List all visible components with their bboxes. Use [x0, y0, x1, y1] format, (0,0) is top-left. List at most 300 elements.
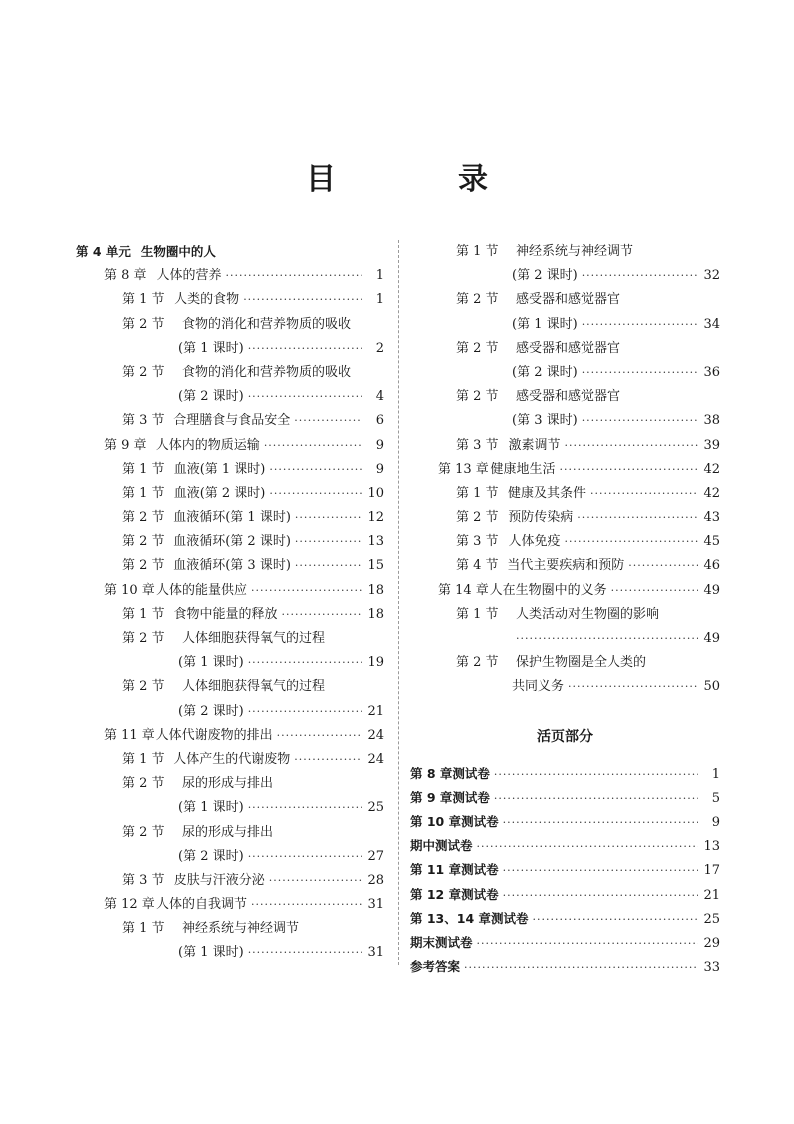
- entry-number: 第 9 章: [104, 437, 147, 453]
- entry-number: 第 3 节: [122, 872, 165, 888]
- entry-number: 第 1 节: [122, 485, 165, 501]
- toc-entry-content: [122, 361, 384, 385]
- toc-entry-content: [512, 675, 720, 699]
- toc-entry: [76, 700, 384, 724]
- page-number: 1: [375, 268, 384, 284]
- leader-dots: [582, 313, 698, 337]
- toc-entry: [76, 893, 384, 917]
- toc-entry-content: [178, 385, 384, 409]
- page-number: 21: [703, 887, 720, 903]
- leader-dots: [533, 908, 699, 932]
- toc-entry-content: [178, 337, 384, 361]
- toc-entry: [76, 724, 384, 748]
- toc-entry: [410, 240, 720, 264]
- toc-entry-content: [122, 627, 384, 651]
- entry-number: 第 2 节: [456, 389, 499, 405]
- toc-entry-content: [410, 883, 720, 908]
- toc-entry-content: [456, 651, 720, 675]
- leader-dots: [277, 724, 362, 748]
- entry-title: (第 2 课时): [512, 364, 578, 380]
- toc-entry: [76, 361, 384, 385]
- page-number: 9: [711, 814, 720, 830]
- toc-entry: [410, 264, 720, 288]
- entry-number: 第 2 节: [122, 364, 165, 380]
- toc-entry-content: [122, 869, 384, 893]
- toc-entry-content: [410, 810, 720, 835]
- entry-number: 第 2 节: [456, 340, 499, 356]
- toc-entry-content: [410, 858, 720, 883]
- page-number: 46: [703, 558, 720, 574]
- page-number: 17: [703, 863, 720, 879]
- toc-entry: [76, 458, 384, 482]
- leader-dots: [269, 458, 362, 482]
- entry-title: 期中测试卷: [410, 838, 473, 854]
- toc-entry-content: [122, 603, 384, 627]
- toc-entry: [76, 409, 384, 433]
- toc-entry-content: [122, 530, 384, 554]
- entry-title: (第 2 课时): [512, 268, 578, 284]
- toc-entry: [76, 603, 384, 627]
- toc-entry: [76, 627, 384, 651]
- leader-dots: [564, 434, 698, 458]
- entry-title: 血液(第 2 课时): [173, 485, 266, 501]
- toc-entry: [410, 434, 720, 458]
- leader-dots: [251, 579, 362, 603]
- leader-dots: [243, 288, 362, 312]
- entry-title: 食物中能量的释放: [173, 606, 278, 622]
- entry-title: 人体细胞获得氧气的过程: [182, 631, 326, 646]
- toc-entry-content: [512, 264, 720, 288]
- entry-title: 第 9 章测试卷: [410, 789, 490, 805]
- entry-title: 皮肤与汗液分泌: [173, 872, 265, 888]
- toc-entry-content: [178, 941, 384, 965]
- toc-entry: [410, 554, 720, 578]
- toc-entry: [410, 907, 720, 931]
- entry-title: (第 1 课时): [512, 316, 578, 332]
- toc-entry-content: [122, 409, 384, 433]
- toc-entry: [76, 796, 384, 820]
- entry-number: 第 1 节: [122, 606, 165, 622]
- page-number: 9: [375, 437, 384, 453]
- entry-title: 感受器和感觉器官: [516, 340, 621, 356]
- toc-entry: [76, 288, 384, 312]
- toc-entry-content: [122, 748, 384, 772]
- leader-dots: [582, 264, 698, 288]
- entry-number: 第 2 节: [456, 510, 499, 526]
- page-number: 18: [367, 606, 384, 622]
- toc-entry: [76, 748, 384, 772]
- entry-number: 第 3 节: [122, 413, 165, 429]
- toc-entry-content: [122, 675, 384, 699]
- page-number: 36: [703, 364, 720, 380]
- entry-number: 第 11 章: [104, 727, 155, 743]
- loose-section-list: [410, 762, 720, 980]
- entry-title: 共同义务: [512, 679, 565, 695]
- toc-entry-content: [104, 579, 384, 603]
- leader-dots: [464, 956, 698, 980]
- entry-number: 第 2 节: [122, 510, 165, 526]
- toc-right-column: [410, 240, 720, 979]
- toc-entry-content: [104, 893, 384, 917]
- toc-entry: [410, 651, 720, 675]
- toc-entry-content: [122, 458, 384, 482]
- toc-entry: [76, 385, 384, 409]
- entry-number: 第 2 节: [122, 776, 165, 792]
- entry-title: 生物圈中的人: [140, 244, 216, 259]
- leader-dots: [503, 811, 698, 835]
- entry-number: 第 1 节: [122, 921, 165, 937]
- spacer: [410, 700, 720, 712]
- leader-dots: [477, 835, 698, 859]
- toc-entry-content: [104, 264, 384, 288]
- toc-entry: [76, 482, 384, 506]
- toc-entry-content: [410, 834, 720, 859]
- entry-title: 健康及其条件: [507, 485, 586, 501]
- entry-title: 食物的消化和营养物质的吸收: [182, 316, 352, 332]
- entry-title: 人体细胞获得氧气的过程: [182, 679, 326, 695]
- toc-entry-content: [410, 907, 720, 932]
- entry-number: 第 1 节: [122, 461, 165, 477]
- entry-title: 人体的能量供应: [156, 582, 248, 598]
- toc-entry-content: [456, 603, 720, 627]
- toc-entry: [410, 409, 720, 433]
- toc-entry-content: [456, 337, 720, 361]
- page-number: 1: [711, 766, 720, 782]
- leader-dots: [248, 651, 362, 675]
- leader-dots: [294, 748, 362, 772]
- toc-entry: [410, 786, 720, 810]
- entry-title: (第 2 课时): [178, 703, 244, 719]
- leader-dots: [248, 845, 362, 869]
- leader-dots: [281, 603, 362, 627]
- toc-entry: [410, 288, 720, 312]
- entry-title: 人体的营养: [156, 268, 222, 284]
- entry-number: 第 4 节: [456, 558, 499, 574]
- entry-number: 第 8 章: [104, 268, 147, 284]
- toc-entry-content: [410, 955, 720, 980]
- entry-number: 第 3 节: [456, 437, 499, 453]
- toc-entry: [76, 240, 384, 264]
- leader-dots: [628, 554, 698, 578]
- page-number: 6: [375, 413, 384, 429]
- entry-number: 第 4 单元: [76, 244, 131, 259]
- leader-dots: [269, 482, 362, 506]
- entry-title: 人体产生的代谢废物: [173, 751, 291, 767]
- column-divider: [398, 240, 399, 965]
- page-number: 12: [367, 510, 384, 526]
- entry-number: 第 2 节: [122, 824, 165, 840]
- entry-number: 第 14 章: [438, 582, 489, 598]
- toc-entry: [410, 337, 720, 361]
- toc-entry: [410, 675, 720, 699]
- entry-number: 第 2 节: [122, 679, 165, 695]
- entry-title: 人体的自我调节: [156, 897, 248, 913]
- toc-entry-content: [178, 700, 384, 724]
- toc-entry-content: [410, 786, 720, 811]
- entry-title: 第 12 章测试卷: [410, 886, 499, 902]
- page-number: 15: [367, 558, 384, 574]
- entry-number: 第 1 节: [456, 606, 499, 622]
- toc-entry: [410, 482, 720, 506]
- toc-entry-content: [512, 409, 720, 433]
- entry-title: (第 2 课时): [178, 389, 244, 405]
- page-number: 13: [367, 534, 384, 550]
- leader-dots: [226, 264, 363, 288]
- page-number: 25: [703, 911, 720, 927]
- loose-section-heading: 活页部分: [537, 728, 593, 745]
- page-number: 32: [703, 268, 720, 284]
- entry-title: (第 2 课时): [178, 848, 244, 864]
- leader-dots: [264, 434, 362, 458]
- leader-dots: [295, 506, 362, 530]
- page-number: 28: [367, 872, 384, 888]
- toc-entry-content: [456, 240, 720, 264]
- leader-dots: [248, 941, 362, 965]
- toc-entry: [76, 264, 384, 288]
- entry-title: 健康地生活: [490, 461, 556, 477]
- page-number: 31: [367, 897, 384, 913]
- page-number: 31: [367, 945, 384, 961]
- entry-title: 激素调节: [508, 437, 561, 453]
- leader-dots: [494, 763, 698, 787]
- leader-dots: [582, 361, 698, 385]
- toc-entry: [410, 810, 720, 834]
- entry-number: 第 2 节: [456, 292, 499, 308]
- toc-entry: [76, 675, 384, 699]
- entry-title: (第 1 课时): [178, 655, 244, 671]
- page-number: 38: [703, 413, 720, 429]
- entry-title: 尿的形成与排出: [182, 776, 274, 792]
- toc-entry: [76, 434, 384, 458]
- toc-entry: [410, 385, 720, 409]
- toc-entry-content: [512, 313, 720, 337]
- toc-entry-content: [512, 361, 720, 385]
- leader-dots: [568, 675, 698, 699]
- entry-title: (第 3 课时): [512, 413, 578, 429]
- entry-number: 第 2 节: [122, 558, 165, 574]
- toc-entry-content: [122, 554, 384, 578]
- leader-dots: [590, 482, 698, 506]
- toc-entry: [410, 530, 720, 554]
- page-number: 24: [367, 751, 384, 767]
- toc-entry-content: [410, 931, 720, 956]
- page-number: 13: [703, 839, 720, 855]
- toc-entry-content: [122, 482, 384, 506]
- page-number: 45: [703, 534, 720, 550]
- entry-title: 人类活动对生物圈的影响: [516, 606, 660, 622]
- toc-entry: [410, 458, 720, 482]
- toc-entry: [410, 883, 720, 907]
- leader-dots: [295, 554, 362, 578]
- entry-title: 神经系统与神经调节: [516, 244, 634, 259]
- toc-entry-content: [410, 762, 720, 787]
- entry-number: 第 1 节: [456, 244, 499, 259]
- page-number: 24: [367, 727, 384, 743]
- toc-entry-content: [178, 796, 384, 820]
- entry-title: 第 13、14 章测试卷: [410, 910, 529, 926]
- page-number: 42: [703, 485, 720, 501]
- toc-right-entries: [410, 240, 720, 700]
- page-number: 43: [703, 510, 720, 526]
- page-number: 27: [367, 848, 384, 864]
- leader-dots: [582, 409, 698, 433]
- toc-entry: [410, 627, 720, 651]
- entry-title: 人类的食物: [174, 292, 240, 308]
- toc-entry: [76, 530, 384, 554]
- entry-title: 血液循环(第 3 课时): [173, 558, 291, 574]
- toc-entry: [410, 313, 720, 337]
- page-number: 19: [367, 655, 384, 671]
- toc-entry: [410, 361, 720, 385]
- entry-title: 尿的形成与排出: [182, 824, 274, 840]
- entry-title: 合理膳食与食品安全: [173, 413, 291, 429]
- toc-entry: [76, 869, 384, 893]
- toc-entry-content: [104, 724, 384, 748]
- page-number: 49: [703, 582, 720, 598]
- toc-entry-content: [104, 434, 384, 458]
- toc-entry-content: [456, 530, 720, 554]
- leader-dots: [503, 884, 698, 908]
- page-title: 目 录: [306, 162, 534, 197]
- entry-title: (第 1 课时): [178, 340, 244, 356]
- page-number: 5: [711, 790, 720, 806]
- toc-entry: [76, 772, 384, 796]
- toc-entry: [76, 917, 384, 941]
- toc-entry-content: [178, 651, 384, 675]
- page-number: 21: [367, 703, 384, 719]
- toc-entry-content: [438, 579, 720, 603]
- toc-entry: [76, 845, 384, 869]
- leader-dots: [611, 579, 698, 603]
- leader-dots: [269, 869, 362, 893]
- toc-entry-content: [122, 506, 384, 530]
- entry-title: 第 11 章测试卷: [410, 862, 499, 878]
- leader-dots: [564, 530, 698, 554]
- page-number: 1: [375, 292, 384, 308]
- page-number: 33: [703, 960, 720, 976]
- entry-number: 第 1 节: [456, 485, 499, 501]
- toc-entry: [410, 603, 720, 627]
- entry-number: 第 2 节: [122, 534, 165, 550]
- toc-entry: [410, 858, 720, 882]
- entry-title: (第 1 课时): [178, 945, 244, 961]
- toc-entry-content: [178, 845, 384, 869]
- toc-entry: [410, 834, 720, 858]
- entry-title: 当代主要疾病和预防: [507, 558, 625, 574]
- page-number: 2: [375, 340, 384, 356]
- leader-dots: [560, 458, 698, 482]
- entry-number: 第 12 章: [104, 897, 155, 913]
- toc-entry-content: [122, 313, 384, 337]
- toc-entry: [410, 931, 720, 955]
- toc-entry: [410, 579, 720, 603]
- entry-number: 第 2 节: [122, 316, 165, 332]
- entry-title: 参考答案: [410, 959, 461, 975]
- toc-entry-content: [456, 506, 720, 530]
- entry-title: 感受器和感觉器官: [516, 292, 621, 308]
- toc-entry-content: [122, 288, 384, 312]
- entry-title: 食物的消化和营养物质的吸收: [182, 364, 352, 380]
- entry-title: 血液循环(第 2 课时): [173, 534, 291, 550]
- leader-dots: [294, 409, 362, 433]
- page-number: 34: [703, 316, 720, 332]
- toc-entry: [76, 554, 384, 578]
- page-number: 9: [375, 461, 384, 477]
- toc-entry: [76, 579, 384, 603]
- entry-title: 保护生物圈是全人类的: [516, 655, 647, 671]
- entry-title: 第 10 章测试卷: [410, 813, 499, 829]
- toc-entry: [76, 941, 384, 965]
- entry-title: 人体代谢废物的排出: [155, 727, 273, 743]
- toc-entry-content: [456, 554, 720, 578]
- leader-dots: [295, 530, 362, 554]
- toc-entry-content: [438, 458, 720, 482]
- toc-entry-content: [512, 627, 720, 651]
- entry-title: 神经系统与神经调节: [182, 921, 300, 937]
- toc-entry-content: [456, 482, 720, 506]
- entry-number: 第 1 节: [122, 292, 165, 308]
- leader-dots: [503, 859, 698, 883]
- entry-number: 第 3 节: [456, 534, 499, 550]
- page-number: 29: [703, 935, 720, 951]
- page-number: 10: [367, 485, 384, 501]
- page-number: 49: [703, 631, 720, 646]
- toc-entry: [76, 313, 384, 337]
- toc-entry-content: [76, 240, 384, 264]
- toc-left-column: [76, 240, 384, 966]
- toc-entry: [410, 762, 720, 786]
- toc-entry: [76, 821, 384, 845]
- entry-title: 人体免疫: [508, 534, 561, 550]
- entry-title: 预防传染病: [508, 510, 574, 526]
- leader-dots: [477, 932, 698, 956]
- leader-dots: [516, 627, 698, 651]
- toc-entry: [76, 337, 384, 361]
- entry-number: 第 1 节: [122, 751, 165, 767]
- page-number: 50: [703, 679, 720, 695]
- entry-title: 期末测试卷: [410, 934, 473, 950]
- page-number: 42: [703, 461, 720, 477]
- toc-entry: [76, 651, 384, 675]
- entry-title: 血液循环(第 1 课时): [173, 510, 291, 526]
- page-number: 25: [367, 800, 384, 816]
- entry-number: 第 10 章: [104, 582, 155, 598]
- leader-dots: [494, 787, 698, 811]
- page-number: 39: [703, 437, 720, 453]
- toc-entry: [76, 506, 384, 530]
- toc-entry-content: [456, 434, 720, 458]
- entry-number: 第 2 节: [122, 631, 165, 646]
- toc-entry-content: [456, 385, 720, 409]
- toc-entry: [410, 506, 720, 530]
- entry-number: 第 2 节: [456, 655, 499, 671]
- entry-number: 第 13 章: [438, 461, 489, 477]
- toc-entry: [410, 955, 720, 979]
- toc-entry-content: [122, 821, 384, 845]
- entry-title: 人体内的物质运输: [155, 437, 260, 453]
- leader-dots: [248, 337, 362, 361]
- page-number: 18: [367, 582, 384, 598]
- entry-title: 血液(第 1 课时): [173, 461, 266, 477]
- leader-dots: [248, 385, 362, 409]
- toc-entry-content: [122, 917, 384, 941]
- entry-title: (第 1 课时): [178, 800, 244, 816]
- toc-entry-content: [456, 288, 720, 312]
- leader-dots: [577, 506, 698, 530]
- entry-title: 第 8 章测试卷: [410, 765, 490, 781]
- entry-title: 人在生物圈中的义务: [489, 582, 607, 598]
- leader-dots: [248, 700, 362, 724]
